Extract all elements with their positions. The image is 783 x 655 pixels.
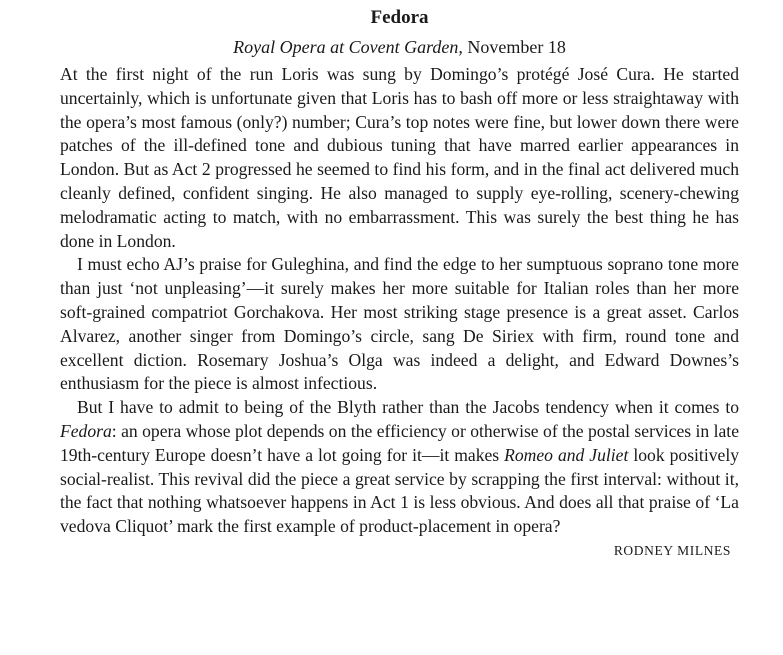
paragraph-3 — [60, 396, 739, 539]
paragraph-1-text: At the first night of the run Loris was sung by Domingo’s protégé José Cura. He started uncertainly, which is unfortunate given that Loris has to bash off more or less straightaway with the opera’s most famous (only?) number; Cura’s top notes were fine, but lower down there were patches of the ill-defined tone and dubious tuning that have marred earlier appearances in London. But as Act 2 progressed he seemed to find his form, and in the final act delivered much cleanly defined, confident singing. He also managed to supply eye-rolling, scenery-chewing melodramatic acting to match, with no embarrassment. This was surely the best thing he has done in London. — [60, 64, 739, 251]
paragraph-3-text-a: But I have to admit to being of the Blyth rather than the Jacobs tendency when it comes to — [77, 397, 739, 418]
paragraph-3-text-c: look positively social-realist. This revival did the piece a great service by scrapping the first interval: without it, the fact that nothing whatsoever happens in Act 1 is less obvious. And does all that praise of ‘La vedova Cliquot’ mark the first example of product-placement in opera? — [60, 444, 739, 537]
review-body — [60, 63, 739, 539]
paragraph-3-text-b: : an opera whose plot depends on the efficiency or otherwise of the postal services in late 19th-century Europe doesn’t have a lot going for it—it makes — [60, 420, 739, 465]
opera-title-fedora: Fedora — [60, 420, 112, 441]
venue: Royal Opera at Covent Garden, — [233, 37, 463, 57]
performance-date: November 18 — [467, 37, 566, 57]
work-title-romeo-and-juliet: Romeo and Juliet — [504, 444, 629, 465]
review-title: Fedora — [370, 7, 429, 28]
review-subtitle — [60, 34, 739, 60]
paragraph-1 — [60, 63, 739, 253]
paragraph-2-text: I must echo AJ’s praise for Guleghina, and find the edge to her sumptuous soprano tone more than just ‘not unpleasing’—it surely makes her more suitable for Italian roles than her more soft-grained compatriot Gorchakova. Her most striking stage presence is a great asset. Carlos Alvarez, another singer from Domingo’s circle, sang De Siriex with firm, round tone and excellent diction. Rosemary Joshua’s Olga was indeed a delight, and Edward Downes’s enthusiasm for the piece is almost infectious. — [60, 254, 739, 394]
paragraph-2 — [60, 253, 739, 396]
author-byline: RODNEY MILNES — [613, 542, 731, 558]
